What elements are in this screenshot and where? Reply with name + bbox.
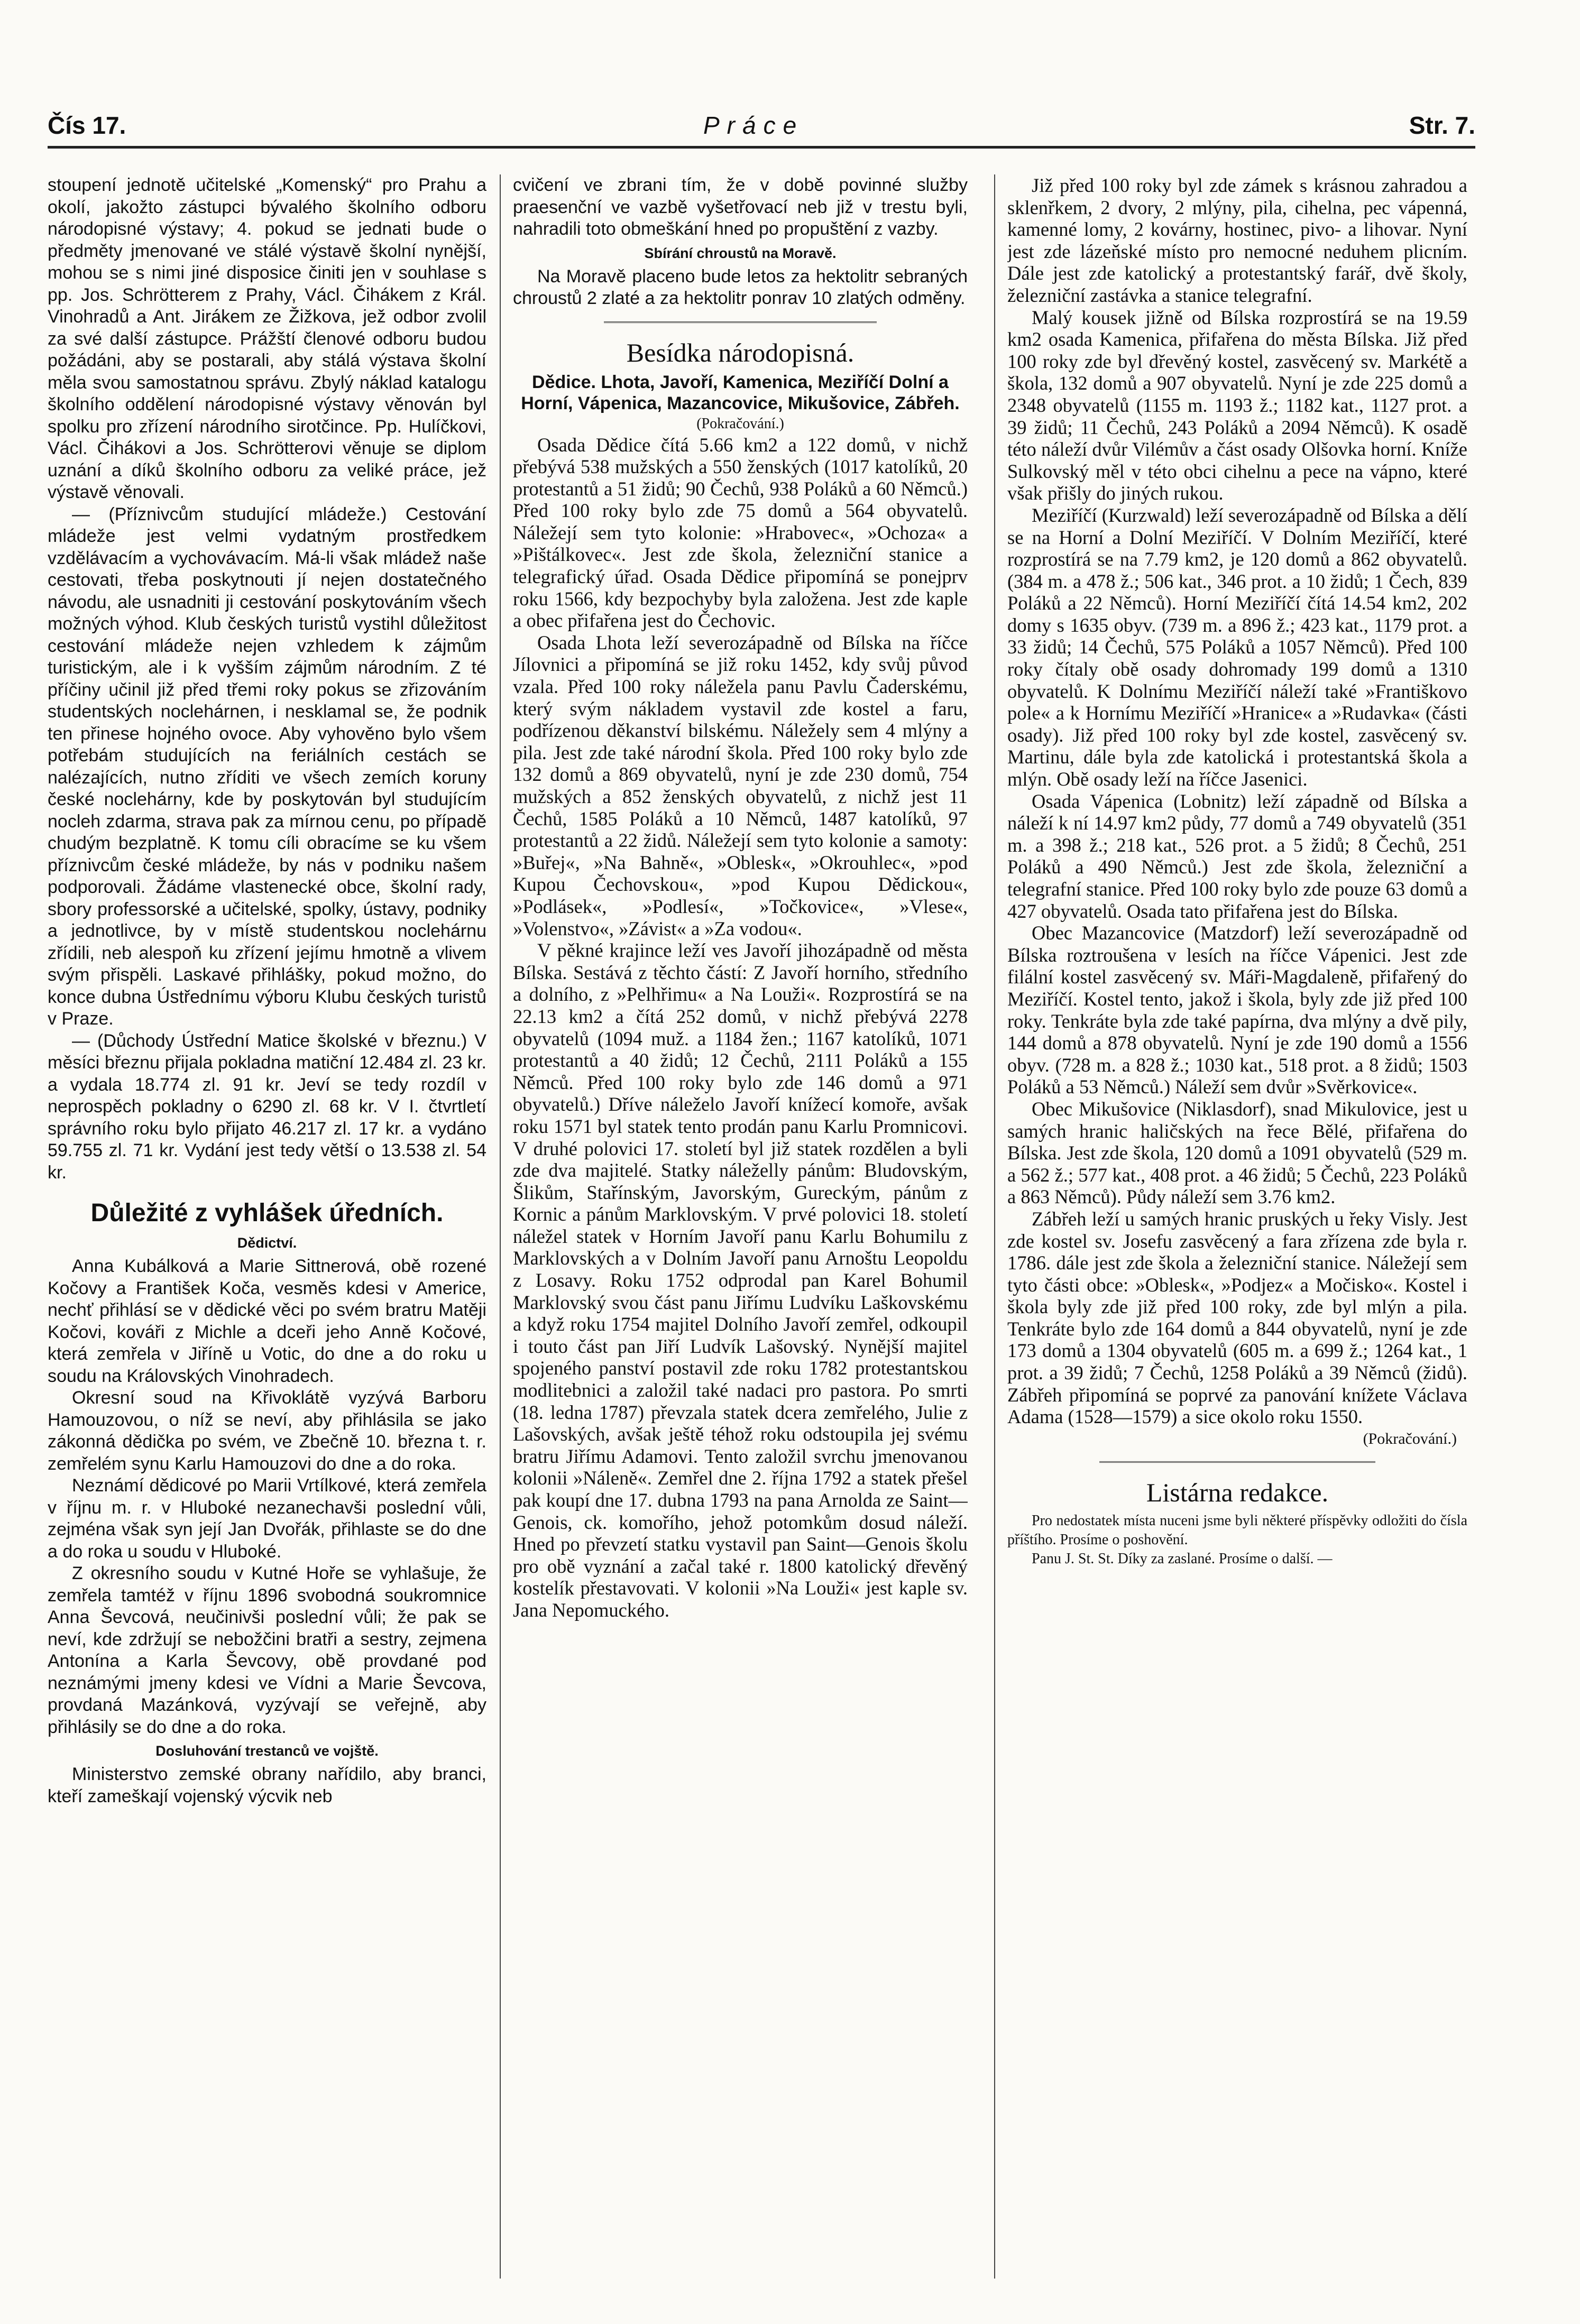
paragraph: cvičení ve zbrani tím, že v době povinné služby praesenční ve vazbě vyšetřovací neb již v trestu byli, nahradili toto obmeškání hned po propuštění z vazby.: [513, 175, 968, 239]
newspaper-title: Práce: [703, 112, 804, 139]
page-number: Str. 7.: [1409, 112, 1475, 139]
continued-note: (Pokračování.): [696, 415, 784, 432]
column-1: [48, 174, 486, 2294]
editorial-note: Pro nedostatek místa nuceni jsme byli některé příspěvky odložiti do čísla příštího. Prosíme o poshovění.: [1007, 1513, 1467, 1548]
paragraph: Okresní soud na Křivoklátě vyzývá Barboru Hamouzovou, o níž se neví, aby přihlásila se jako zákonná dědička po svém, ve Zbečně 10. března t. r. zemřelém synu Karlu Hamouzovi do dne a do roka.: [48, 1388, 486, 1474]
column-2: [513, 174, 968, 2294]
paragraph: Osada Vápenica (Lobnitz) leží západně od Bílska a náleží k ní 14.97 km2 půdy, 77 domů a 749 obyvatelů (351 m. a 398 ž.; 218 kat., 526 prot. a 5 židů; 8 Čechů, 251 Poláků a 490 Němců.) Jest zde škola, železniční a telegrafní stanice. Před 100 roky bylo zde pouze 63 domů a 427 obyvatelů. Osada tato přifařena jest do Bílska.: [1007, 790, 1467, 922]
paragraph: — (Důchody Ústřední Matice školské v březnu.) V měsíci březnu přijala pokladna matiční 12.484 zl. 23 kr. a vydala 18.774 zl. 91 kr. Jeví se tedy rozdíl v neprospěch pokladny o 6290 zl. 68 kr. V I. čtvrtletí správního roku bylo přijato 46.217 zl. 17 kr. a vydáno 59.755 zl. 71 kr. Vydání jest tedy větší o 13.538 zl. 54 kr.: [48, 1030, 486, 1183]
paragraph: Obec Mazancovice (Matzdorf) leží severozápadně od Bílska roztroušena v lesích na říčce Vápenici. Jest zde filální kostel zasvěcený sv. Máři-Magdaleně, přifařený do Meziříčí. Kostel tento, jakož i škola, byly zde již před 100 roky. Tenkráte byla zde také papírna, dva mlýny a dvě pily, 144 domů a 878 obyvatelů. Nyní je zde 190 domů a 1556 obyv. (728 m. a 828 ž.; 1030 kat., 518 prot. a 8 židů; 1503 Poláků a 53 Němců.) Náleží sem dvůr »Svěrkovice«.: [1007, 922, 1467, 1098]
section-heading: Besídka národopisná.: [626, 337, 855, 367]
paragraph: Obec Mikušovice (Niklasdorf), snad Mikulovice, jest u samých hranic haličských na řece Bělé, přifařena do Bílska. Jest zde škola, 120 domů a 1091 obyvatelů (529 m. a 562 ž.; 577 kat., 408 prot. a 46 židů; 5 Čechů, 223 Poláků a 863 Němců). Půdy náleží sem 3.76 km2.: [1007, 1098, 1467, 1208]
paragraph: Již před 100 roky byl zde zámek s krásnou zahradou a sklenřkem, 2 dvory, 2 mlýny, pila, cihelna, pec vápenná, kamenné lomy, 2 kovárny, hostinec, pivo- a lihovar. Nyní jest zde lázeňské místo pro nemocné neduhem plicním. Dále jest zde katolický a protestantský farář, dvě školy, železniční zastávka a stanice telegrafní.: [1007, 174, 1467, 306]
paragraph: Malý kousek jižně od Bílska rozprostírá se na 19.59 km2 osada Kamenica, přifařena do města Bílska. Již před 100 roky zde byl dřevěný kostel, zasvěcený sv. Markétě a škola, 132 domů a 907 obyvatelů. Nyní je zde 225 domů a 2348 obyvatelů (1155 m. 1193 ž.; 1182 kat., 1127 prot. a 39 židů; 11 Čechů, 243 Poláků a 2094 Němců). K osadě této náleží dvůr Vilémův a část osady Olšovka horní. Kníže Sulkovský měl v této obci cihelnu a pece na vápno, které však přišly do jiných rukou.: [1007, 306, 1467, 504]
header-rule: [48, 146, 1475, 149]
section-subheading: Dědice. Lhota, Javoří, Kamenica, Meziříčí Dolní a Horní, Vápenica, Mazancovice, Mikušovice, Zábřeh.: [521, 372, 960, 413]
paragraph: Na Moravě placeno bude letos za hektolitr sebraných chroustů 2 zlaté a za hektolitr ponrav 10 zlatých odměny.: [513, 266, 968, 308]
continued-note: (Pokračování.): [1363, 1430, 1457, 1447]
column-divider: [500, 174, 501, 2279]
paragraph: Zábřeh leží u samých hranic pruských u řeky Visly. Jest zde kostel sv. Josefu zasvěcený a fara zřízena zde byla r. 1786. dále jest zde škola a železniční stanice. Náležejí sem tyto části obce: »Oblesk«, »Podjez« a Močisko«. Kostel i škola byly zde již před 100 roky, zde byl mlýn a pila. Tenkráte bylo zde 164 domů a 844 obyvatelů, nyní je zde 173 domů a 1304 obyvatelů (605 m. a 699 ž.; 1264 kat., 1 prot. a 39 židů; 7 Čechů, 1258 Poláků a 39 Němců (židů). Zábřeh připomíná se poprvé za panování knížete Václava Adama (1528—1579) a sice okolo roku 1550.: [1007, 1207, 1467, 1428]
subsection-heading: Sbírání chroustů na Moravě.: [644, 245, 837, 261]
column-divider: [994, 174, 995, 2279]
subsection-heading: Dědictví.: [237, 1235, 297, 1251]
paragraph: Anna Kubálková a Marie Sittnerová, obě rozené Kočovy a František Koča, vesměs kdesi v Americe, nechť přihlásí se v dědické věci po svém bratru Matěji Kočovi, kováři z Michle a dceři jeho Anně Kočové, která zemřela v Jiříně u Votic, do dne a do roku u soudu na Královských Vinohradech.: [48, 1256, 486, 1386]
subsection-heading: Dosluhování trestanců ve vojště.: [155, 1743, 379, 1759]
page-header: [48, 111, 1475, 148]
paragraph: Osada Dědice čítá 5.66 km2 a 122 domů, v nichž přebývá 538 mužských a 550 ženských (1017 katolíků, 20 protestantů a 51 židů; 90 Čechů, 938 Poláků a 60 Němců.) Před 100 roky bylo zde 75 domů a 564 obyvatelů. Náležejí sem tyto kolonie: »Hrabovec«, »Ochoza« a »Pištálkovec«. Jest zde škola, železniční stanice a telegrafický úřad. Osada Dědice připomíná se ponejprv roku 1566, kdy bezpochyby byla založena. Jest zde kaple a obec přifařena jest do Čechovic.: [513, 434, 968, 632]
paragraph: V pěkné krajince leží ves Javoří jihozápadně od města Bílska. Sestává z těchto částí: Z Javoří horního, středního a dolního, z »Pelhřimu« a Na Louži«. Rozprostírá se na 22.13 km2 a čítá 252 domů, v nichž přebývá 2278 obyvatelů (1094 muž. a 1184 žen.; 1167 katolíků, 1071 protestantů a 40 židů; 12 Čechů, 2111 Poláků a 155 Němců. Před 100 roky bylo zde 146 domů a 971 obyvatelů.) Dříve náleželo Javoří knížecí komoře, avšak roku 1571 byl statek tento prodán panu Karlu Promnicovi. V druhé polovici 17. století byl již statek rozdělen a byli zde dva majitelé. Statky náleželly pánům: Bludovským, Šlikům, Stařínským, Javorským, Gureckým, pánům z Kornic a pánům Marklovským. V prvé polovici 18. století náležel statek v Horním Javoří panu Karlu Bohumilu z Marklovských a v Dolním Javoří panu Arnoštu Leopoldu z Losavy. Roku 1752 odprodal pan Karel Bohumil Marklovský svou část panu Jiřímu Ludvíku Laškovskému a když roku 1754 majitel Dolního Javoří zemřel, odkoupil i touto část pan Jiří Ludvík Lašovský. Nynější majitel spojeného panství postavil zde roku 1782 protestantskou modlitebnici a založil také nadaci pro pastora. Po smrti (18. ledna 1787) převzala statek dcera zemřelého, Julie z Lašovských, avšak ještě téhož roku odstoupila jej svému bratru Jiřímu Adamovi. Tento založil svrchu jmenovanou kolonii »Náleně«. Zemřel dne 2. října 1792 a statek přešel pak koupí dne 17. dubna 1793 na pana Arnolda ze Saint—Genois, ck. komořího, jehož potomkům dosud náleží. Hned po převzetí statku vystavil pan Saint—Genois školu pro obě vyznání a začal také r. 1800 katolický dřevěný kostelík přestavovati. V kolonii »Na Louži« jest kaple sv. Jana Nepomuckého.: [513, 939, 968, 1621]
paragraph: Meziříčí (Kurzwald) leží severozápadně od Bílska a dělí se na Horní a Dolní Meziříčí. V Dolním Meziříčí, které rozprostírá se na 7.79 km2, je 120 domů a 862 obyvatelů. (384 m. a 478 ž.; 506 kat., 346 prot. a 10 židů; 1 Čech, 839 Poláků a 22 Němců). Horní Meziříčí čítá 14.54 km2, 202 domy s 1635 obyv. (739 m. a 896 ž.; 423 kat., 1179 prot. a 33 židů; 14 Čechů, 575 Poláků a 1057 Němců). Před 100 roky čítaly obě osady dohromady 199 domů a 1310 obyvatelů. K Dolnímu Meziříčí náleží také »Františkovo pole« a k Hornímu Meziříčí »Hranice« a »Rudavka« (části osady). Již před 100 roky byl zde kostel, zasvěcený sv. Martinu, dále byla zde katolická i protestantská škola a mlýn. Obě osady leží na říčce Jasenici.: [1007, 504, 1467, 790]
issue-number: Čís 17.: [48, 112, 126, 139]
paragraph: Z okresního soudu v Kutné Hoře se vyhlašuje, že zemřela tamtéž v říjnu 1896 svobodná soukromnice Anna Ševcová, neučinivši poslední vůli; že pak se neví, kde zdržují se nebožčini bratři a sestry, zejmena Antonína a Karla Ševcovy, obě provdané pod neznámými jmeny kdesi ve Vídni a Marie Ševcova, provdaná Mazánková, vyzývají se veřejně, aby přihlásily se do dne a do roka.: [48, 1563, 486, 1737]
paragraph: stoupení jednotě učitelské „Komenský“ pro Prahu a okolí, jakožto zástupci bývalého školního odboru národopisné výstavy; 4. pokud se jednati bude o předměty jmenované ve stálé výstavě školní nynější, mohou se s nimi jiné disposice činiti jen v souhlase s pp. Jos. Schrötterem z Prahy, Václ. Čihákem z Král. Vinohradů a Ant. Jirákem ze Žižkova, jež odbor zvolil za své další zástupce. Prážští členové odboru budou požádáni, aby se postarali, aby stálá výstava školní měla svou samostatnou správu. Zbylý náklad katalogu školního oddělení národopisné výstavy věnován byl spolku pro zřízení národního sirotčince. Pp. Hulíčkovi, Václ. Čihákovi a Jos. Schrötterovi věnuje se diplom uznání a díků školního odboru za veliké práce, jež výstavě věnovali.: [48, 175, 486, 502]
divider: [604, 321, 877, 323]
paragraph: Osada Lhota leží severozápadně od Bílska na říčce Jílovnici a připomíná se již roku 1452, kdy svůj původ vzala. Před 100 roky náležela panu Pavlu Čaderskému, který svým nákladem vystavil zde kostel a faru, podřízenou děkanství bilskému. Náležely sem 4 mlýny a pila. Jest zde také národní škola. Před 100 roky bylo zde 132 domů a 869 obyvatelů, nyní je zde 230 domů, 754 mužských a 852 ženských obyvatelů, z nichž jest 11 Čechů, 1585 Poláků a 10 Němců, 1487 katolíků, 97 protestantů a 22 židů. Náležejí sem tyto kolonie a samoty: »Buřej«, »Na Bahně«, »Oblesk«, »Okrouhlec«, »pod Kupou Čechovskou«, »pod Kupou Dědickou«, »Podlásek«, »Podlesí«, »Točkovice«, »Vlese«, »Volenstvo«, »Závist« a »Za vodou«.: [513, 631, 968, 939]
editorial-note: Panu J. St. St. Díky za zaslané. Prosíme o další. —: [1032, 1551, 1333, 1567]
column-3: [1007, 174, 1467, 2294]
paragraph: Neznámí dědicové po Marii Vrtílkové, která zemřela v říjnu m. r. v Hluboké nezanechavši poslední vůli, zejména však syn její Jan Dvořák, přihlaste se do dne a do roka u soudu v Hluboké.: [48, 1475, 486, 1562]
paragraph: — (Příznivcům studující mládeže.) Cestování mládeže jest velmi vydatným prostředkem vzdělávacím a vychovávacím. Má-li však mládež naše cestovati, třeba poskytnouti jí nejen dostatečného návodu, ale usnadniti ji cestování poskytováním všech možných výhod. Klub českých turistů vystihl důležitost cestování mládeže nejen vzhledem k zájmům turistickým, ale i k vyšším zájmům národním. Z té příčiny učinil již před třemi roky pokus se zřizováním studentských noclehárnen, i nesklamal se, že podnik ten přinese hojného ovoce. Aby vyhověno bylo všem potřebám studujících na feriálních cestách se nalézajících, nutno zříditi ve všech zemích koruny české noclehárny, kde by poskytován byl studujícím nocleh zdarma, strava pak za mírnou cenu, po případě chudým bezplatně. K tomu cíli obracíme se ku všem příznivcům české mládeže, by nás v podniku našem podporovali. Žádáme vlastenecké obce, školní rady, sbory professorské a učitelské, spolky, ústavy, podniky a jednotlivce, by v místě studentskou noclehárnu zřídili, neb alespoň ku zřízení jejímu hmotně a vlivem svým přispěli. Laskavé přihlášky, pokud možno, do konce dubna Ústřednímu výboru Klubu českých turistů v Praze.: [48, 504, 486, 1029]
paragraph: Ministerstvo zemské obrany nařídilo, aby branci, kteří zameškají vojenský výcvik neb: [48, 1764, 486, 1806]
section-heading: Listárna redakce.: [1146, 1478, 1329, 1508]
divider: [1099, 1461, 1375, 1463]
section-heading: Důležité z vyhlášek úředních.: [90, 1199, 444, 1227]
